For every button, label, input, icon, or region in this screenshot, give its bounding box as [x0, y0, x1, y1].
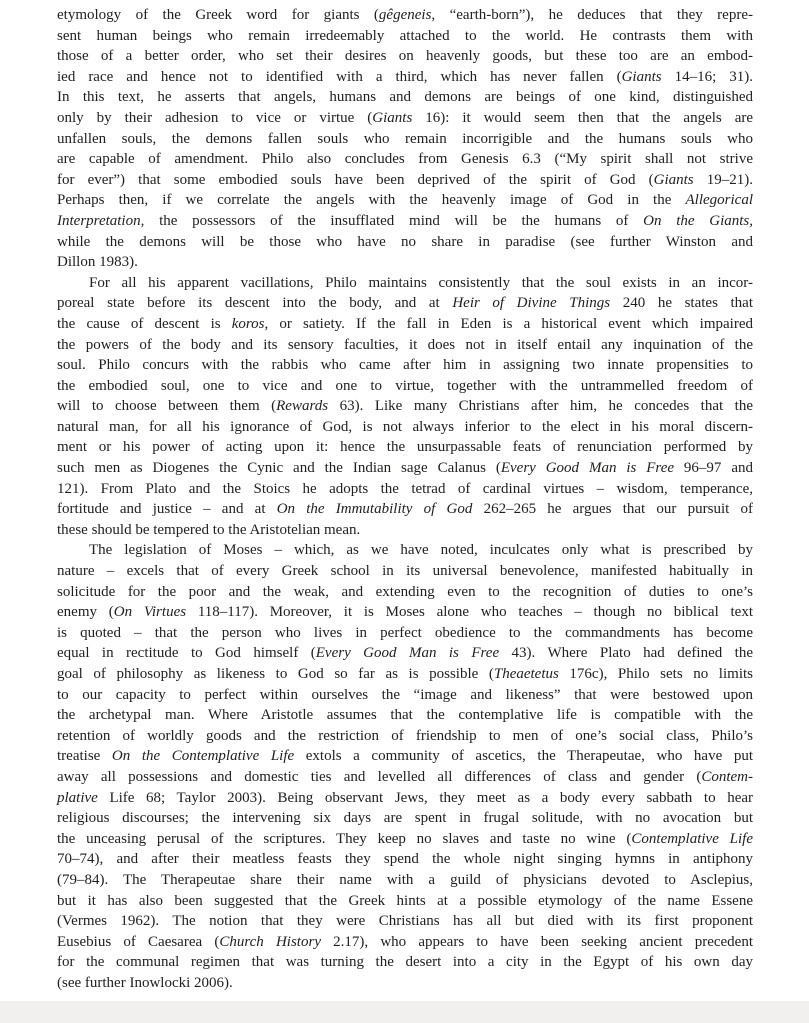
text-run: , the possessors of the insufflated mind will be the humans of — [140, 212, 644, 229]
text-run: Every Good Man is Free — [315, 645, 500, 662]
text-line — [57, 355, 753, 376]
text-line — [57, 129, 753, 150]
text-run: The legislation of Moses – which, as we have noted, inculcates only what is prescribed by — [89, 542, 753, 559]
text-run: only by their adhesion to vice or virtue ( — [57, 109, 373, 126]
text-run: (Vermes 1962). The notion that they were Christians has all but died with its first proponent — [57, 913, 753, 930]
text-run: plative — [57, 789, 98, 806]
text-line — [57, 149, 753, 170]
text-run: , “earth-born”), he deduces that they repre- — [431, 7, 753, 23]
text-run: Heir of Divine Things — [452, 295, 611, 312]
text-line — [57, 891, 753, 912]
text-run: the embodied soul, one to vice and one to virtue, together with the untrammelled freedom of — [57, 377, 753, 394]
text-run: the archetypal man. Where Aristotle assumes that the contemplative life is compatible with the — [57, 707, 753, 724]
text-run: away all possessions and domestic ties and levelled all differences of class and gender ( — [57, 768, 702, 785]
text-line — [57, 643, 753, 664]
text-line — [57, 458, 753, 479]
text-run: are capable of amendment. Philo also concludes from Genesis 6.3 (“My spirit shall not strive — [57, 151, 753, 168]
text-run: For all his apparent vacillations, Philo maintains consistently that the soul exists in an incor- — [89, 274, 753, 291]
text-run: Giants — [653, 171, 694, 188]
text-line — [57, 87, 753, 108]
paragraph — [57, 5, 753, 273]
text-line — [57, 911, 753, 932]
text-run: gêgeneis — [378, 7, 432, 23]
text-run: poreal state before its descent into the body, and at — [57, 295, 453, 312]
text-run: 240 he states that — [610, 295, 753, 312]
text-run: the unceasing perusal of the scriptures. They keep no slaves and taste no wine ( — [57, 830, 632, 847]
text-line — [57, 726, 753, 747]
text-run: Church History — [219, 933, 321, 950]
text-block — [57, 5, 753, 994]
text-run: goal of philosophy as likeness to God so far as is possible ( — [57, 666, 494, 682]
text-run: while the demons will be those who have no share in paradise (see further Winston and — [57, 233, 753, 250]
text-run: Giants — [621, 68, 662, 85]
text-line — [57, 952, 753, 973]
text-line — [57, 664, 753, 685]
text-run: 63). Like many Christians after him, he concedes that the — [328, 398, 753, 415]
text-line — [57, 561, 753, 582]
text-run: Rewards — [276, 398, 329, 415]
text-run: sent human beings who remain irredeemably attached to the world. He contrasts them with — [57, 27, 753, 44]
text-run: equal in rectitude to God himself ( — [57, 645, 316, 662]
text-run: 176c), Philo sets no limits — [558, 666, 753, 682]
text-run: ment or his power of acting upon it: hence the unsurpassable feats of renunciation performed by — [57, 439, 753, 456]
text-run: ied race and hence not to identified with a third, which has never fallen ( — [57, 68, 622, 85]
text-run: those of a better order, who set their desires on heavenly goods, but these too are an embod- — [57, 48, 753, 65]
text-run: 262–265 he argues that our pursuit of — [472, 501, 753, 518]
text-run: retention of worldly goods and the restriction of friendship to men of one’s social class, Philo’s — [57, 727, 753, 744]
text-line — [57, 849, 753, 870]
text-line — [57, 252, 753, 273]
page-bottom-edge — [0, 1001, 809, 1023]
text-line — [57, 479, 753, 500]
text-run: the cause of descent is — [57, 315, 232, 332]
text-run: 96–97 and — [674, 460, 753, 477]
text-line — [57, 582, 753, 603]
text-run: soul. Philo concurs with the rabbis who came after him in assigning two innate propensities to — [57, 357, 753, 374]
text-line — [57, 602, 753, 623]
text-run: religious discourses; the intervening six days are spent in frugal solitude, with no avocation but — [57, 810, 753, 827]
text-line — [57, 335, 753, 356]
text-line — [57, 376, 753, 397]
paragraph — [57, 540, 753, 993]
text-line — [57, 314, 753, 335]
text-run: Giants — [372, 109, 413, 126]
text-run: 121). From Plato and the Stoics he adopts the tetrad of cardinal virtues – wisdom, temperance, — [57, 480, 753, 497]
text-line — [57, 67, 753, 88]
text-run: to our capacity to perfect within ourselves the “image and likeness” that were bestowed upon — [57, 686, 753, 703]
text-line — [57, 108, 753, 129]
text-line — [57, 417, 753, 438]
text-run: Theaetetus — [493, 666, 559, 682]
text-line — [57, 788, 753, 809]
text-run: On the Contemplative Life — [111, 748, 295, 765]
text-line — [57, 293, 753, 314]
text-run: 2.17), who appears to have been seeking ancient precedent — [320, 933, 754, 950]
text-line — [57, 273, 753, 294]
text-run: the powers of the body and its sensory faculties, it does not in itself entail any inquination of the — [57, 336, 753, 353]
text-run: On Virtues — [113, 604, 187, 621]
paragraph — [57, 273, 753, 541]
text-run: (79–84). The Therapeutae share their name with a guild of physicians devoted to Asclepius, — [57, 871, 753, 888]
text-line — [57, 808, 753, 829]
text-line — [57, 767, 753, 788]
text-line — [57, 170, 753, 191]
text-line — [57, 499, 753, 520]
text-run: 118–117). Moreover, it is Moses alone who teaches – though no biblical text — [186, 604, 753, 621]
text-line — [57, 932, 753, 953]
text-run: natural man, for all his ignorance of God, is not always inferior to the elect in his moral discern- — [57, 418, 753, 435]
text-line — [57, 540, 753, 561]
text-run: such men as Diogenes the Cynic and the Indian sage Calanus ( — [57, 460, 501, 477]
text-run: unfallen souls, the demons fallen souls who remain incorrigible and the humans souls who — [57, 130, 753, 147]
text-run: Contemplative Life — [631, 830, 753, 847]
text-run: 43). Where Plato had defined the — [499, 645, 753, 662]
text-line — [57, 5, 753, 26]
text-line — [57, 623, 753, 644]
text-run: 16): it would seem then that the angels are — [412, 109, 754, 126]
text-run: Allegorical — [685, 192, 753, 209]
text-run: koros — [231, 315, 265, 332]
text-run: etymology of the Greek word for giants ( — [57, 7, 379, 23]
text-run: Dillon 1983). — [57, 254, 138, 271]
text-line — [57, 829, 753, 850]
text-run: , or satiety. If the fall in Eden is a historical event which impaired — [264, 315, 753, 332]
text-run: Life 68; Taylor 2003). Being observant Jews, they meet as a body every sabbath to hear — [97, 789, 753, 806]
text-run: In this text, he asserts that angels, humans and demons are beings of one kind, distinguished — [57, 89, 753, 106]
text-run: , — [749, 212, 754, 229]
text-run: Perhaps then, if we correlate the angels with the heavenly image of God in the — [57, 192, 686, 209]
text-line — [57, 973, 753, 994]
text-run: On the Giants — [643, 212, 750, 229]
text-run: these should be tempered to the Aristotelian mean. — [57, 521, 361, 538]
text-run: enemy ( — [57, 604, 114, 621]
text-run: fortitude and justice – and at — [57, 501, 277, 518]
text-run: nature – excels that of every Greek school in its universal benevolence, manifested habitually in — [57, 563, 753, 580]
text-run: solicitude for the poor and the weak, and extending even to the recognition of duties to one’s — [57, 583, 753, 600]
text-line — [57, 190, 753, 211]
text-line — [57, 705, 753, 726]
text-run: for the communal regimen that was turning the desert into a city in the Egypt of his own day — [57, 954, 753, 971]
text-run: Interpretation — [57, 212, 141, 229]
text-run: Contem- — [701, 768, 753, 785]
text-line — [57, 870, 753, 891]
text-line — [57, 746, 753, 767]
text-run: will to choose between them ( — [57, 398, 277, 415]
text-run: On the Immutability of God — [276, 501, 473, 518]
text-line — [57, 232, 753, 253]
text-run: (see further Inowlocki 2006). — [57, 974, 233, 991]
text-line — [57, 46, 753, 67]
text-run: 70–74), and after their meatless feasts they spend the whole night singing hymns in antiphony — [57, 851, 753, 868]
text-run: extols a community of ascetics, the Therapeutae, who have put — [294, 748, 753, 765]
text-line — [57, 396, 753, 417]
text-run: 19–21). — [693, 171, 753, 188]
text-line — [57, 437, 753, 458]
text-run: 14–16; 31). — [661, 68, 753, 85]
text-run: treatise — [57, 748, 112, 765]
text-run: Every Good Man is Free — [500, 460, 675, 477]
text-line — [57, 211, 753, 232]
text-run: for ever”) that some embodied souls have been deprived of the spirit of God ( — [57, 171, 654, 188]
text-run: is quoted – that the person who lives in perfect obedience to the commandments has become — [57, 624, 753, 641]
text-run: Eusebius of Caesarea ( — [57, 933, 220, 950]
text-line — [57, 520, 753, 541]
text-run: but it has also been suggested that the Greek hints at a possible etymology of the name Essene — [57, 892, 753, 909]
text-line — [57, 26, 753, 47]
text-line — [57, 685, 753, 706]
